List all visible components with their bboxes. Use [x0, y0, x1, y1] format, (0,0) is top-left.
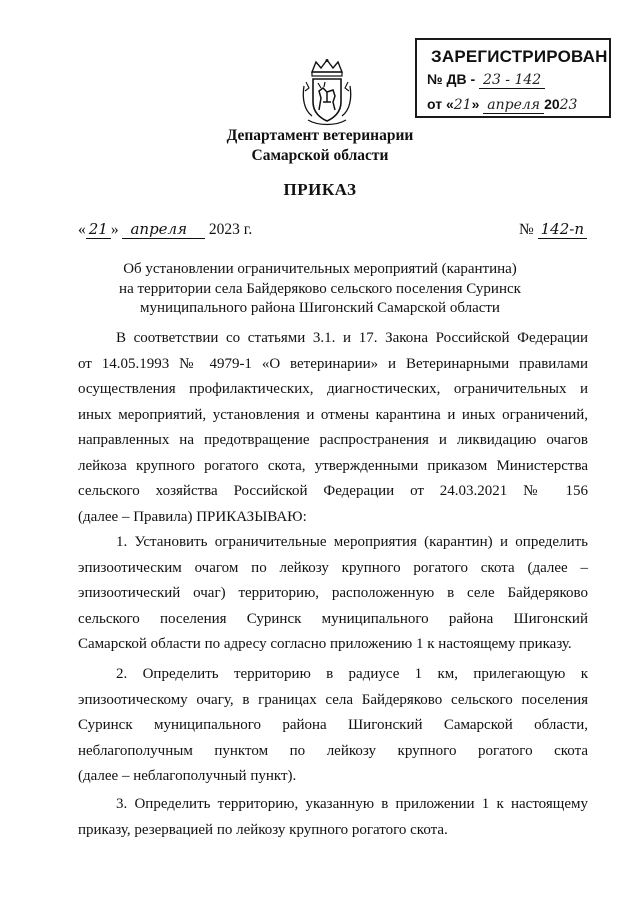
stamp-date-day: 21 — [453, 97, 472, 113]
order-date-year: 2023 г. — [208, 221, 253, 238]
text-line: приказу, резервацией по лейкозу крупного рогатого скота. — [78, 821, 448, 838]
order-number — [519, 220, 587, 239]
samara-emblem-icon — [300, 58, 354, 126]
text-line: 3. Определить территорию, указанную в приложении 1 к настоящему — [116, 796, 588, 812]
text-line: эпизоотическим очагом по лейкозу крупного рогатого скота (далее – — [78, 559, 588, 576]
text-line: сельского хозяйства Российской Федерации от 24.03.2021 № 156 — [78, 483, 588, 499]
text-line: Суринск муниципального района Шигонский Самарской области, — [78, 717, 588, 733]
order-subject-line: Об установлении ограничительных мероприятий (карантина) — [123, 261, 517, 277]
order-date — [78, 220, 252, 239]
paragraph-item-1 — [78, 530, 588, 658]
text-line: иных мероприятий, установления и отмены карантина и иных ограничений, — [78, 406, 588, 423]
text-line: (далее – Правила) ПРИКАЗЫВАЮ: — [78, 508, 307, 525]
department-name-line1: Департамент ветеринарии — [226, 127, 414, 144]
stamp-date-row — [427, 96, 577, 114]
text-line: от 14.05.1993 № 4979-1 «О ветеринарии» и Ветеринарными правилами — [78, 355, 588, 372]
order-date-day: 21 — [86, 220, 111, 239]
order-number-value: 142-п — [538, 220, 587, 239]
text-line: эпизоотическому очагу, в границах села Байдеряково сельского поселения — [78, 691, 588, 708]
text-line: Самарской области по адресу согласно приложению 1 к настоящему приказу. — [78, 636, 572, 652]
stamp-number-label: № ДВ - — [427, 71, 476, 87]
stamp-date-month: апреля — [483, 97, 544, 114]
text-line: сельского поселения Суринск муниципального района Шигонский — [78, 610, 588, 627]
stamp-date-year-prefix: 20 — [544, 96, 560, 112]
text-line: лейкоза крупного рогатого скота, утвержденными приказом Министерства — [78, 457, 588, 474]
paragraph-preamble — [78, 326, 588, 530]
text-line: 2. Определить территорию в радиусе 1 км, прилегающую к — [116, 666, 588, 682]
order-date-open-quote: « — [78, 221, 86, 238]
text-line: осуществления профилактических, диагностических, ограничительных и — [78, 381, 588, 397]
order-date-close-quote: » — [110, 221, 119, 238]
stamp-title: ЗАРЕГИСТРИРОВАН — [431, 47, 608, 66]
paragraph-item-3 — [78, 792, 588, 843]
order-subject — [0, 260, 640, 319]
stamp-number-value: 23 - 142 — [479, 72, 545, 89]
document-type-title: ПРИКАЗ — [283, 180, 357, 199]
order-number-label: № — [518, 221, 534, 238]
department-name-line2: Самарской области — [251, 147, 389, 164]
text-line: неблагополучным пунктом по лейкозу крупного рогатого скота — [78, 742, 588, 759]
text-line: (далее – неблагополучный пункт). — [78, 768, 297, 784]
stamp-date-mid: » — [471, 96, 480, 112]
stamp-date-prefix: от « — [427, 96, 454, 112]
stamp-number-row — [427, 71, 545, 89]
registration-stamp — [415, 38, 611, 118]
order-date-month: апреля — [122, 220, 205, 239]
text-line: эпизоотический очаг) территорию, расположенную в селе Байдеряково — [78, 585, 588, 601]
text-line: направленных на предотвращение распространения и ликвидацию очагов — [78, 432, 588, 448]
text-line: В соответствии со статьями 3.1. и 17. Закона Российской Федерации — [116, 330, 588, 346]
paragraph-item-2 — [78, 662, 588, 790]
order-subject-line: муниципального района Шигонский Самарской области — [140, 300, 500, 316]
stamp-date-year: 23 — [559, 97, 578, 113]
text-line: 1. Установить ограничительные мероприятия (карантин) и определить — [116, 534, 588, 550]
order-subject-line: на территории села Байдеряково сельского поселения Суринск — [119, 280, 521, 297]
